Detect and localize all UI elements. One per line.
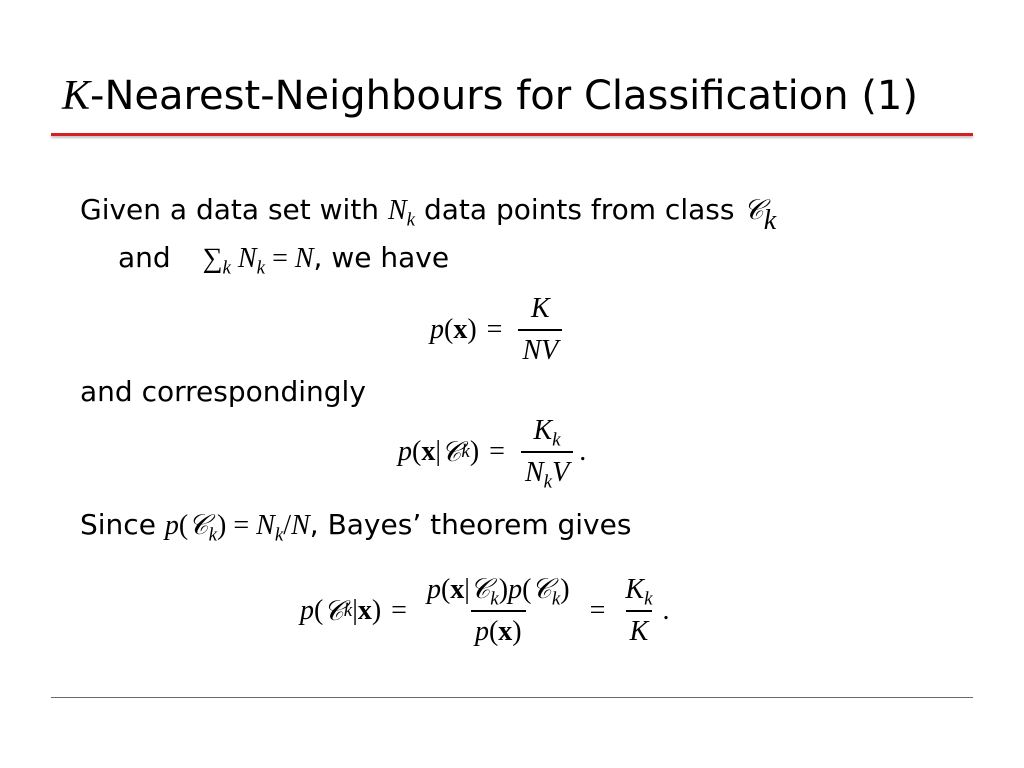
bayes-text: , Bayes’ theorem gives	[309, 508, 632, 541]
and-text: and	[118, 241, 171, 274]
fraction-bayes: $\frac{p(x|𝒞_k)p(𝒞_k)}{p(x)}$	[426, 572, 570, 647]
n-k-symbol: $N_k$	[387, 195, 416, 231]
we-have-text: , we have	[313, 241, 450, 274]
sum-equation: $\sum_k$ $N_k = N$	[202, 243, 314, 279]
prior-equation: p(𝒞$_k$) = $N_k/N$	[164, 508, 310, 546]
equation-density: p ( x ) = $\frac{K}{NV}$	[430, 292, 568, 368]
fraction-k-over-nv: $\frac{K}{NV}$	[518, 292, 562, 368]
footer-divider	[51, 697, 973, 698]
body-line-since	[80, 505, 631, 546]
title-underline	[51, 133, 973, 136]
body-line-and-sum	[118, 238, 449, 279]
since-text: Since	[80, 508, 156, 541]
data-points-text: data points from class	[424, 193, 735, 226]
fraction-kk-over-nkv: $\frac{K_k}{N_kV}$	[521, 414, 573, 490]
equation-bayes-posterior: p ( 𝒞 k | x ) = $\frac{p(x|𝒞_k)p(𝒞_k)}{p(x)}$ = $\frac{K_k}{K}$ .	[300, 572, 670, 647]
title-k-symbol: K	[62, 73, 91, 119]
class-ck-symbol: 𝒞$_k$	[743, 193, 777, 236]
fraction-kk-over-k: $\frac{K_k}{K}$	[625, 573, 653, 647]
title-text: -Nearest-Neighbours for Classification (1)	[90, 73, 918, 119]
slide-title	[62, 66, 982, 126]
equation-class-conditional: p ( x | 𝒞 k ) = $\frac{K_k}{N_kV}$ .	[398, 415, 587, 493]
body-line-correspondingly: and correspondingly	[80, 375, 366, 408]
given-text: Given a data set with	[80, 193, 380, 226]
body-line-given	[80, 190, 777, 236]
